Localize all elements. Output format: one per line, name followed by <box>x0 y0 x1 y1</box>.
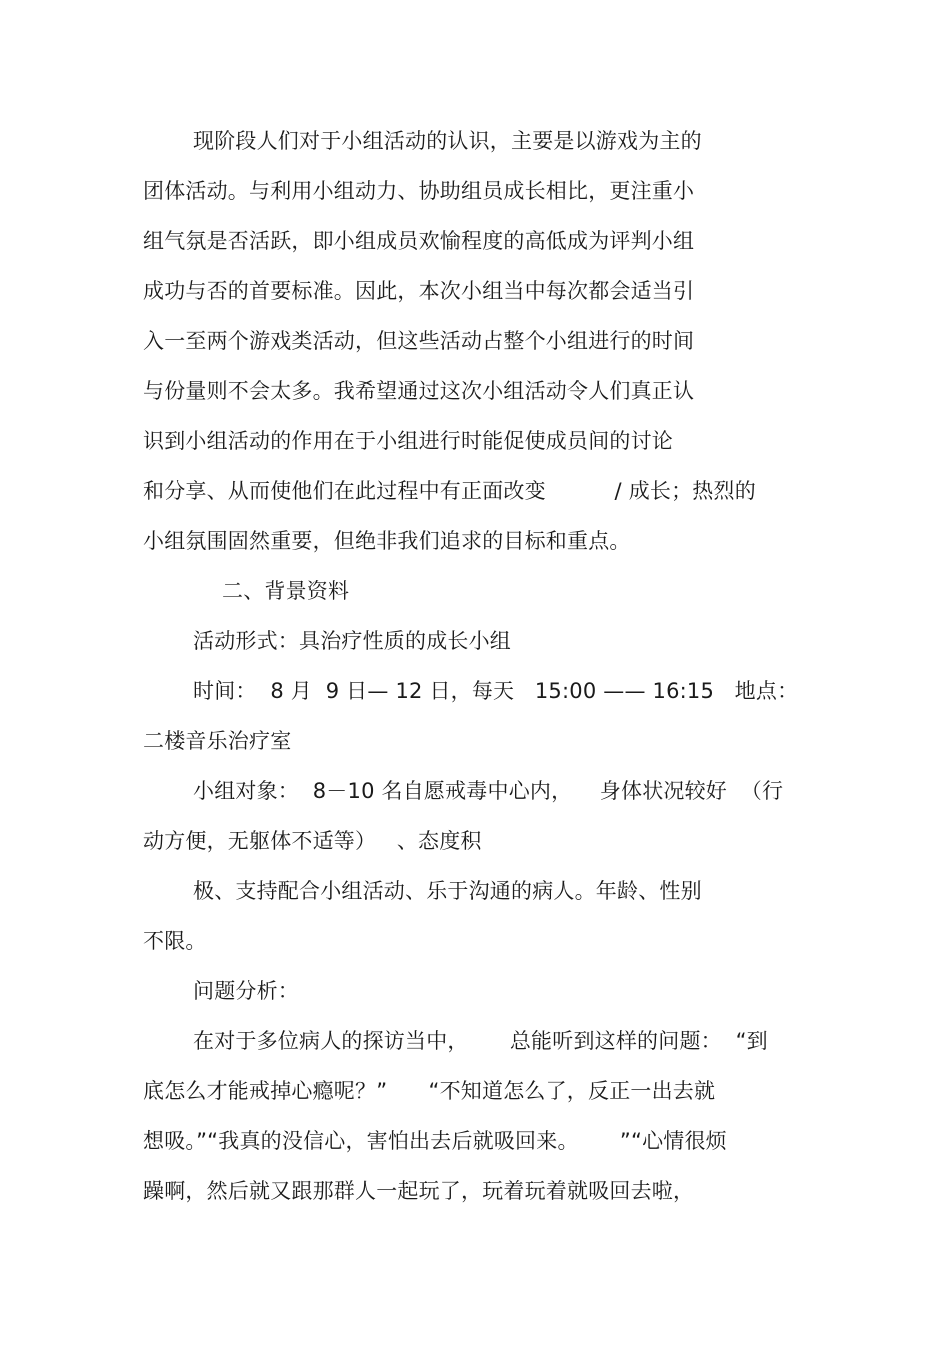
paragraph-line: 组气氛是否活跃，即小组成员欢愉程度的高低成为评判小组 <box>143 229 695 253</box>
paragraph-line: 和分享、从而使他们在此过程中有正面改变 / 成长；热烈的 <box>143 479 756 503</box>
target-group-line: 动方便，无躯体不适等） 、态度积 <box>143 829 482 853</box>
paragraph-line: 入一至两个游戏类活动，但这些活动占整个小组进行的时间 <box>143 329 695 353</box>
paragraph-line: 现阶段人们对于小组活动的认识，主要是以游戏为主的 <box>193 129 702 153</box>
section-heading: 二、背景资料 <box>222 579 350 603</box>
paragraph-line: 在对于多位病人的探访当中， 总能听到这样的问题： “到 <box>193 1029 768 1053</box>
target-group-line: 不限。 <box>143 929 207 953</box>
paragraph-line: 底怎么才能戒掉心瘾呢？” “不知道怎么了，反正一出去就 <box>143 1079 716 1103</box>
problem-analysis-heading: 问题分析： <box>193 979 299 1003</box>
target-group-line: 小组对象： 8－10 名自愿戒毒中心内， 身体状况较好 （行 <box>193 779 784 803</box>
target-group-line: 极、支持配合小组活动、乐于沟通的病人。年龄、性别 <box>193 879 702 903</box>
paragraph-line: 小组氛围固然重要，但绝非我们追求的目标和重点。 <box>143 529 631 553</box>
location-line: 二楼音乐治疗室 <box>143 729 292 753</box>
time-location-line: 时间： 8 月 9 日— 12 日，每天 15:00 —— 16:15 地点： <box>193 679 799 703</box>
paragraph-line: 成功与否的首要标准。因此，本次小组当中每次都会适当引 <box>143 279 695 303</box>
paragraph-line: 识到小组活动的作用在于小组进行时能促使成员间的讨论 <box>143 429 673 453</box>
activity-form-line: 活动形式：具治疗性质的成长小组 <box>193 629 511 653</box>
paragraph-line: 躁啊，然后就又跟那群人一起玩了，玩着玩着就吸回去啦， <box>143 1179 695 1203</box>
paragraph-line: 与份量则不会太多。我希望通过这次小组活动令人们真正认 <box>143 379 695 403</box>
paragraph-line: 想吸。”“我真的没信心，害怕出去后就吸回来。 ”“心情很烦 <box>143 1129 727 1153</box>
paragraph-line: 团体活动。与利用小组动力、协助组员成长相比，更注重小 <box>143 179 695 203</box>
